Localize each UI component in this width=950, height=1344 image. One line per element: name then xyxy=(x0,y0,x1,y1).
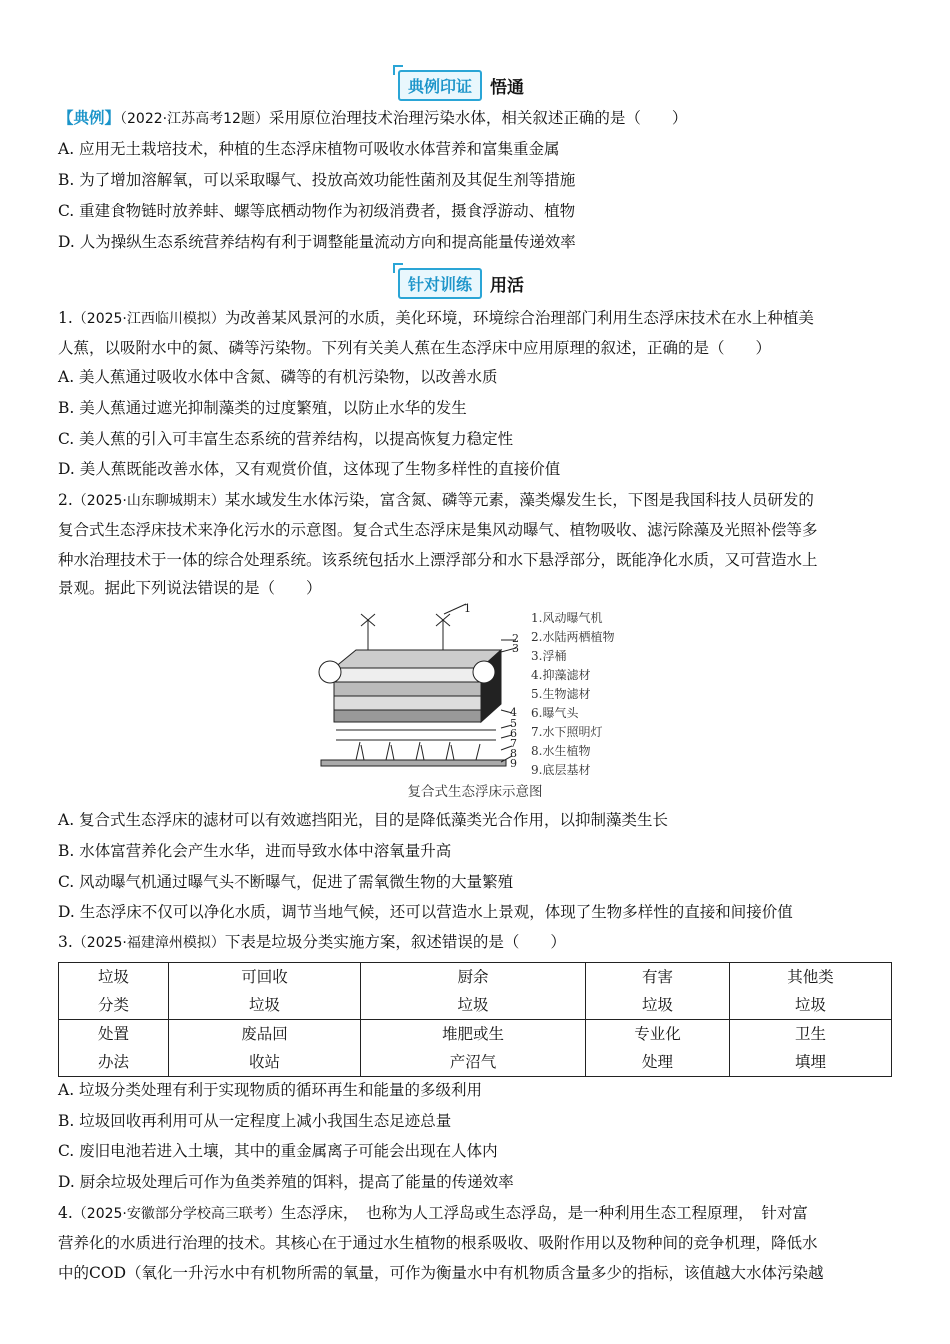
section-label: 针对训练 xyxy=(398,268,482,299)
table-cell: 垃圾 分类 xyxy=(59,963,169,1020)
question-number: 4. xyxy=(58,1204,73,1222)
q3-option-a: A. 垃圾分类处理有利于实现物质的循环再生和能量的多级利用 xyxy=(58,1081,483,1099)
q3-stem xyxy=(58,932,566,953)
example-stem xyxy=(58,108,687,129)
figure-number: 5 xyxy=(510,717,517,730)
example-tag: 【典例】 xyxy=(58,108,121,127)
question-number: 1. xyxy=(58,309,73,327)
table-cell: 厨余 垃圾 xyxy=(361,963,586,1020)
question-source: （2025·山东聊城期末） xyxy=(72,493,225,509)
floating-bed-diagram xyxy=(316,600,636,775)
legend-item: 3.浮桶 xyxy=(531,649,567,663)
table-cell: 其他类 垃圾 xyxy=(730,963,892,1020)
table-row xyxy=(59,963,892,1020)
section-suffix: 悟通 xyxy=(490,77,525,98)
q1-stem-line1 xyxy=(58,308,814,329)
question-number: 2. xyxy=(58,491,73,509)
option-a: A. 应用无土栽培技术，种植的生态浮床植物可吸收水体营养和富集重金属 xyxy=(58,140,560,158)
q4-stem-line1 xyxy=(58,1203,808,1224)
q4-stem-line3: 中的COD（氧化一升污水中有机物所需的氧量，可作为衡量水中有机物质含量多少的指标，该值越大水体污染越 xyxy=(58,1264,824,1282)
legend-item: 6.曝气头 xyxy=(531,706,579,720)
option-d: D. 人为操纵生态系统营养结构有利于调整能量流动方向和提高能量传递效率 xyxy=(58,233,576,251)
waste-classification-table xyxy=(58,962,892,1077)
table-cell: 废品回 收站 xyxy=(169,1020,361,1077)
q3-option-b: B. 垃圾回收再利用可从一定程度上减小我国生态足迹总量 xyxy=(58,1112,452,1130)
figure-number: 3 xyxy=(512,642,519,655)
example-stem-text: 采用原位治理技术治理污染水体，相关叙述正确的是（ ） xyxy=(268,109,688,127)
table-cell: 可回收 垃圾 xyxy=(169,963,361,1020)
question-source: （2025·江西临川模拟） xyxy=(72,311,225,327)
q2-stem-line1 xyxy=(58,490,814,511)
q2-stem-line3: 种水治理技术于一体的综合处理系统。该系统包括水上漂浮部分和水下悬浮部分，既能净化水质，又可营造水上 xyxy=(58,551,818,569)
figure-caption: 复合式生态浮床示意图 xyxy=(407,784,543,800)
legend-item: 4.抑藻滤材 xyxy=(531,668,591,682)
legend-item: 2.水陆两栖植物 xyxy=(531,630,615,644)
legend-item: 7.水下照明灯 xyxy=(531,725,603,739)
section-header-example xyxy=(398,70,524,100)
table-cell: 有害 垃圾 xyxy=(586,963,730,1020)
table-cell: 专业化 处理 xyxy=(586,1020,730,1077)
table-row xyxy=(59,1020,892,1077)
section-header-training xyxy=(398,268,524,298)
option-c: C. 重建食物链时放养蚌、螺等底栖动物作为初级消费者，摄食浮游动、植物 xyxy=(58,202,576,220)
figure-number: 4 xyxy=(510,706,517,719)
legend-item: 9.底层基材 xyxy=(531,763,591,775)
figure-number: 9 xyxy=(510,757,517,770)
q3-option-d: D. 厨余垃圾处理后可作为鱼类养殖的饵料，提高了能量的传递效率 xyxy=(58,1173,514,1191)
example-source: （2022·江苏高考12题） xyxy=(120,111,269,127)
q2-option-a: A. 复合式生态浮床的滤材可以有效遮挡阳光，目的是降低藻类光合作用，以抑制藻类生长 xyxy=(58,811,669,829)
question-number: 3. xyxy=(58,933,73,951)
q1-option-d: D. 美人蕉既能改善水体，又有观赏价值，这体现了生物多样性的直接价值 xyxy=(58,460,561,478)
figure-number: 1 xyxy=(464,602,471,615)
q1-option-a: A. 美人蕉通过吸收水体中含氮、磷等的有机污染物，以改善水质 xyxy=(58,368,498,386)
section-suffix: 用活 xyxy=(490,275,525,296)
legend-item: 5.生物滤材 xyxy=(531,687,591,701)
q1-stem-line2: 人蕉，以吸附水中的氮、磷等污染物。下列有关美人蕉在生态浮床中应用原理的叙述，正确的是（ ） xyxy=(58,339,772,357)
figure-number: 8 xyxy=(510,747,517,760)
q2-stem-line4: 景观。据此下列说法错误的是（ ） xyxy=(58,579,322,597)
q3-option-c: C. 废旧电池若进入土壤，其中的重金属离子可能会出现在人体内 xyxy=(58,1142,498,1160)
q2-stem-line2: 复合式生态浮床技术来净化污水的示意图。复合式生态浮床是集风动曝气、植物吸收、滤污除藻及光照补偿等多 xyxy=(58,521,818,539)
table-cell: 处置 办法 xyxy=(59,1020,169,1077)
question-source: （2025·福建漳州模拟） xyxy=(72,935,225,951)
q2-option-b: B. 水体富营养化会产生水华，进而导致水体中溶氧量升高 xyxy=(58,842,452,860)
table-cell: 堆肥或生 产沼气 xyxy=(361,1020,586,1077)
q2-option-c: C. 风动曝气机通过曝气头不断曝气，促进了需氧微生物的大量繁殖 xyxy=(58,873,514,891)
q2-option-d: D. 生态浮床不仅可以净化水质，调节当地气候，还可以营造水上景观，体现了生物多样性的直接和间接价值 xyxy=(58,903,793,921)
question-text: 下表是垃圾分类实施方案，叙述错误的是（ ） xyxy=(224,933,566,951)
figure-number: 6 xyxy=(510,727,517,740)
q4-stem-line2: 营养化的水质进行治理的技术。其核心在于通过水生植物的根系吸收、吸附作用以及物种间的竞争机理，降低水 xyxy=(58,1234,818,1252)
table-cell: 卫生 填埋 xyxy=(730,1020,892,1077)
figure-number: 7 xyxy=(510,737,517,750)
legend-item: 1.风动曝气机 xyxy=(531,611,603,625)
figure-number: 2 xyxy=(512,632,519,645)
legend-item: 8.水生植物 xyxy=(531,744,591,758)
q1-option-b: B. 美人蕉通过遮光抑制藻类的过度繁殖，以防止水华的发生 xyxy=(58,399,467,417)
option-b: B. 为了增加溶解氧，可以采取曝气、投放高效功能性菌剂及其促生剂等措施 xyxy=(58,171,576,189)
question-text: 某水域发生水体污染，富含氮、磷等元素，藻类爆发生长，下图是我国科技人员研发的 xyxy=(224,491,814,509)
question-text: 生态浮床， 也称为人工浮岛或生态浮岛，是一种利用生态工程原理， 针对富 xyxy=(280,1204,808,1222)
section-label: 典例印证 xyxy=(398,70,482,101)
question-source: （2025·安徽部分学校高三联考） xyxy=(72,1206,281,1222)
question-text: 为改善某风景河的水质，美化环境，环境综合治理部门利用生态浮床技术在水上种植美 xyxy=(224,309,814,327)
q1-option-c: C. 美人蕉的引入可丰富生态系统的营养结构，以提高恢复力稳定性 xyxy=(58,430,514,448)
